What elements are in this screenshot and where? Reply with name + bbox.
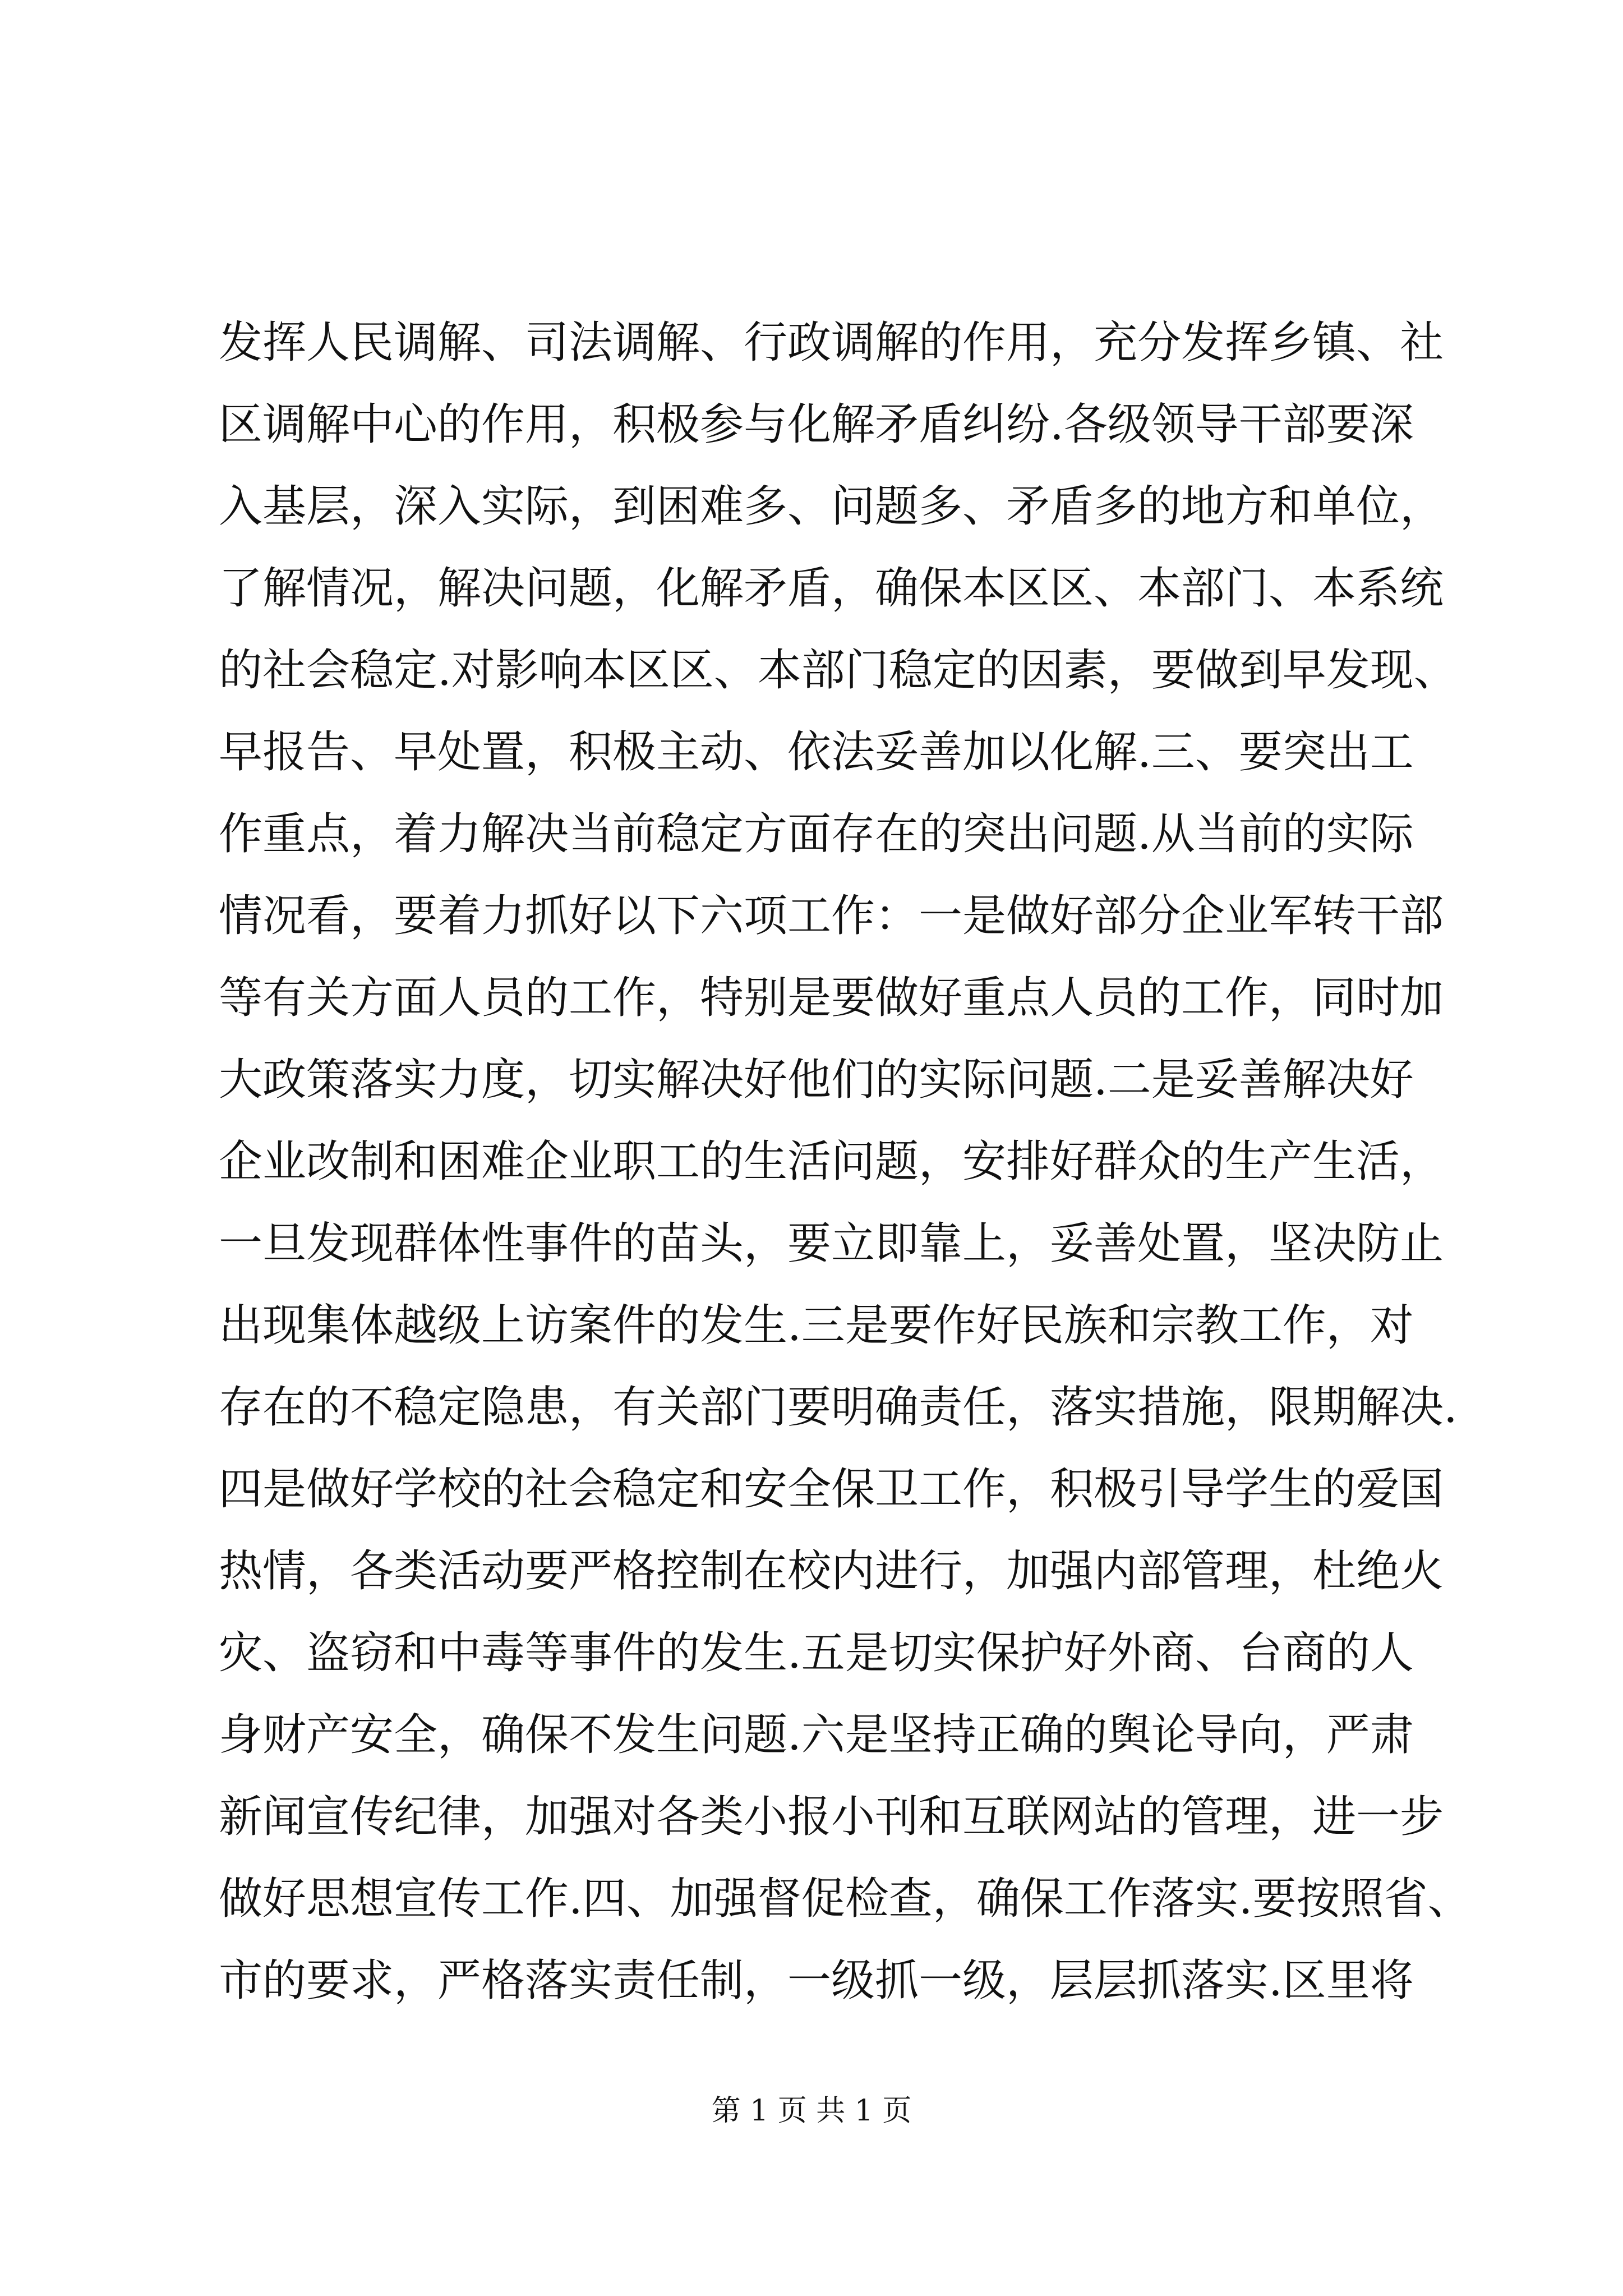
text-line: 等有关方面人员的工作，特别是要做好重点人员的工作，同时加 (219, 973, 1444, 1023)
text-line: 了解情况，解决问题，化解矛盾，确保本区区、本部门、本系统 (219, 563, 1444, 614)
text-line: 新闻宣传纪律，加强对各类小报小刊和互联网站的管理，进一步 (219, 1792, 1444, 1842)
text-line: 入基层，深入实际，到困难多、问题多、矛盾多的地方和单位， (219, 481, 1444, 532)
document-body (219, 302, 1472, 2022)
text-line: 一旦发现群体性事件的苗头，要立即靠上，妥善处置，坚决防止 (219, 1218, 1444, 1269)
text-line: 早报告、早处置，积极主动、依法妥善加以化解.三、要突出工 (219, 727, 1414, 777)
text-line: 出现集体越级上访案件的发生.三是要作好民族和宗教工作，对 (219, 1300, 1414, 1351)
text-line: 灾、盗窃和中毒等事件的发生.五是切实保护好外商、台商的人 (219, 1628, 1414, 1678)
page-footer: 第 1 页 共 1 页 (711, 2094, 912, 2128)
text-line: 发挥人民调解、司法调解、行政调解的作用，充分发挥乡镇、社 (219, 318, 1444, 368)
text-line: 做好思想宣传工作.四、加强督促检查，确保工作落实.要按照省、 (219, 1874, 1472, 1924)
text-line: 情况看，要着力抓好以下六项工作：一是做好部分企业军转干部 (219, 891, 1444, 941)
text-line: 热情，各类活动要严格控制在校内进行，加强内部管理，杜绝火 (219, 1546, 1444, 1596)
text-line: 身财产安全，确保不发生问题.六是坚持正确的舆论导向，严肃 (219, 1710, 1414, 1760)
text-line: 存在的不稳定隐患，有关部门要明确责任，落实措施，限期解决. (219, 1382, 1458, 1433)
text-line: 的社会稳定.对影响本区区、本部门稳定的因素，要做到早发现、 (219, 645, 1458, 696)
text-line: 作重点，着力解决当前稳定方面存在的突出问题.从当前的实际 (219, 809, 1414, 859)
text-line: 大政策落实力度，切实解决好他们的实际问题.二是妥善解决好 (219, 1055, 1414, 1105)
text-line: 区调解中心的作用，积极参与化解矛盾纠纷.各级领导干部要深 (219, 399, 1414, 450)
text-line: 四是做好学校的社会稳定和安全保卫工作，积极引导学生的爱国 (219, 1464, 1444, 1515)
text-line: 企业改制和困难企业职工的生活问题，安排好群众的生产生活， (219, 1137, 1444, 1187)
text-line: 市的要求，严格落实责任制，一级抓一级，层层抓落实.区里将 (219, 1955, 1414, 2006)
